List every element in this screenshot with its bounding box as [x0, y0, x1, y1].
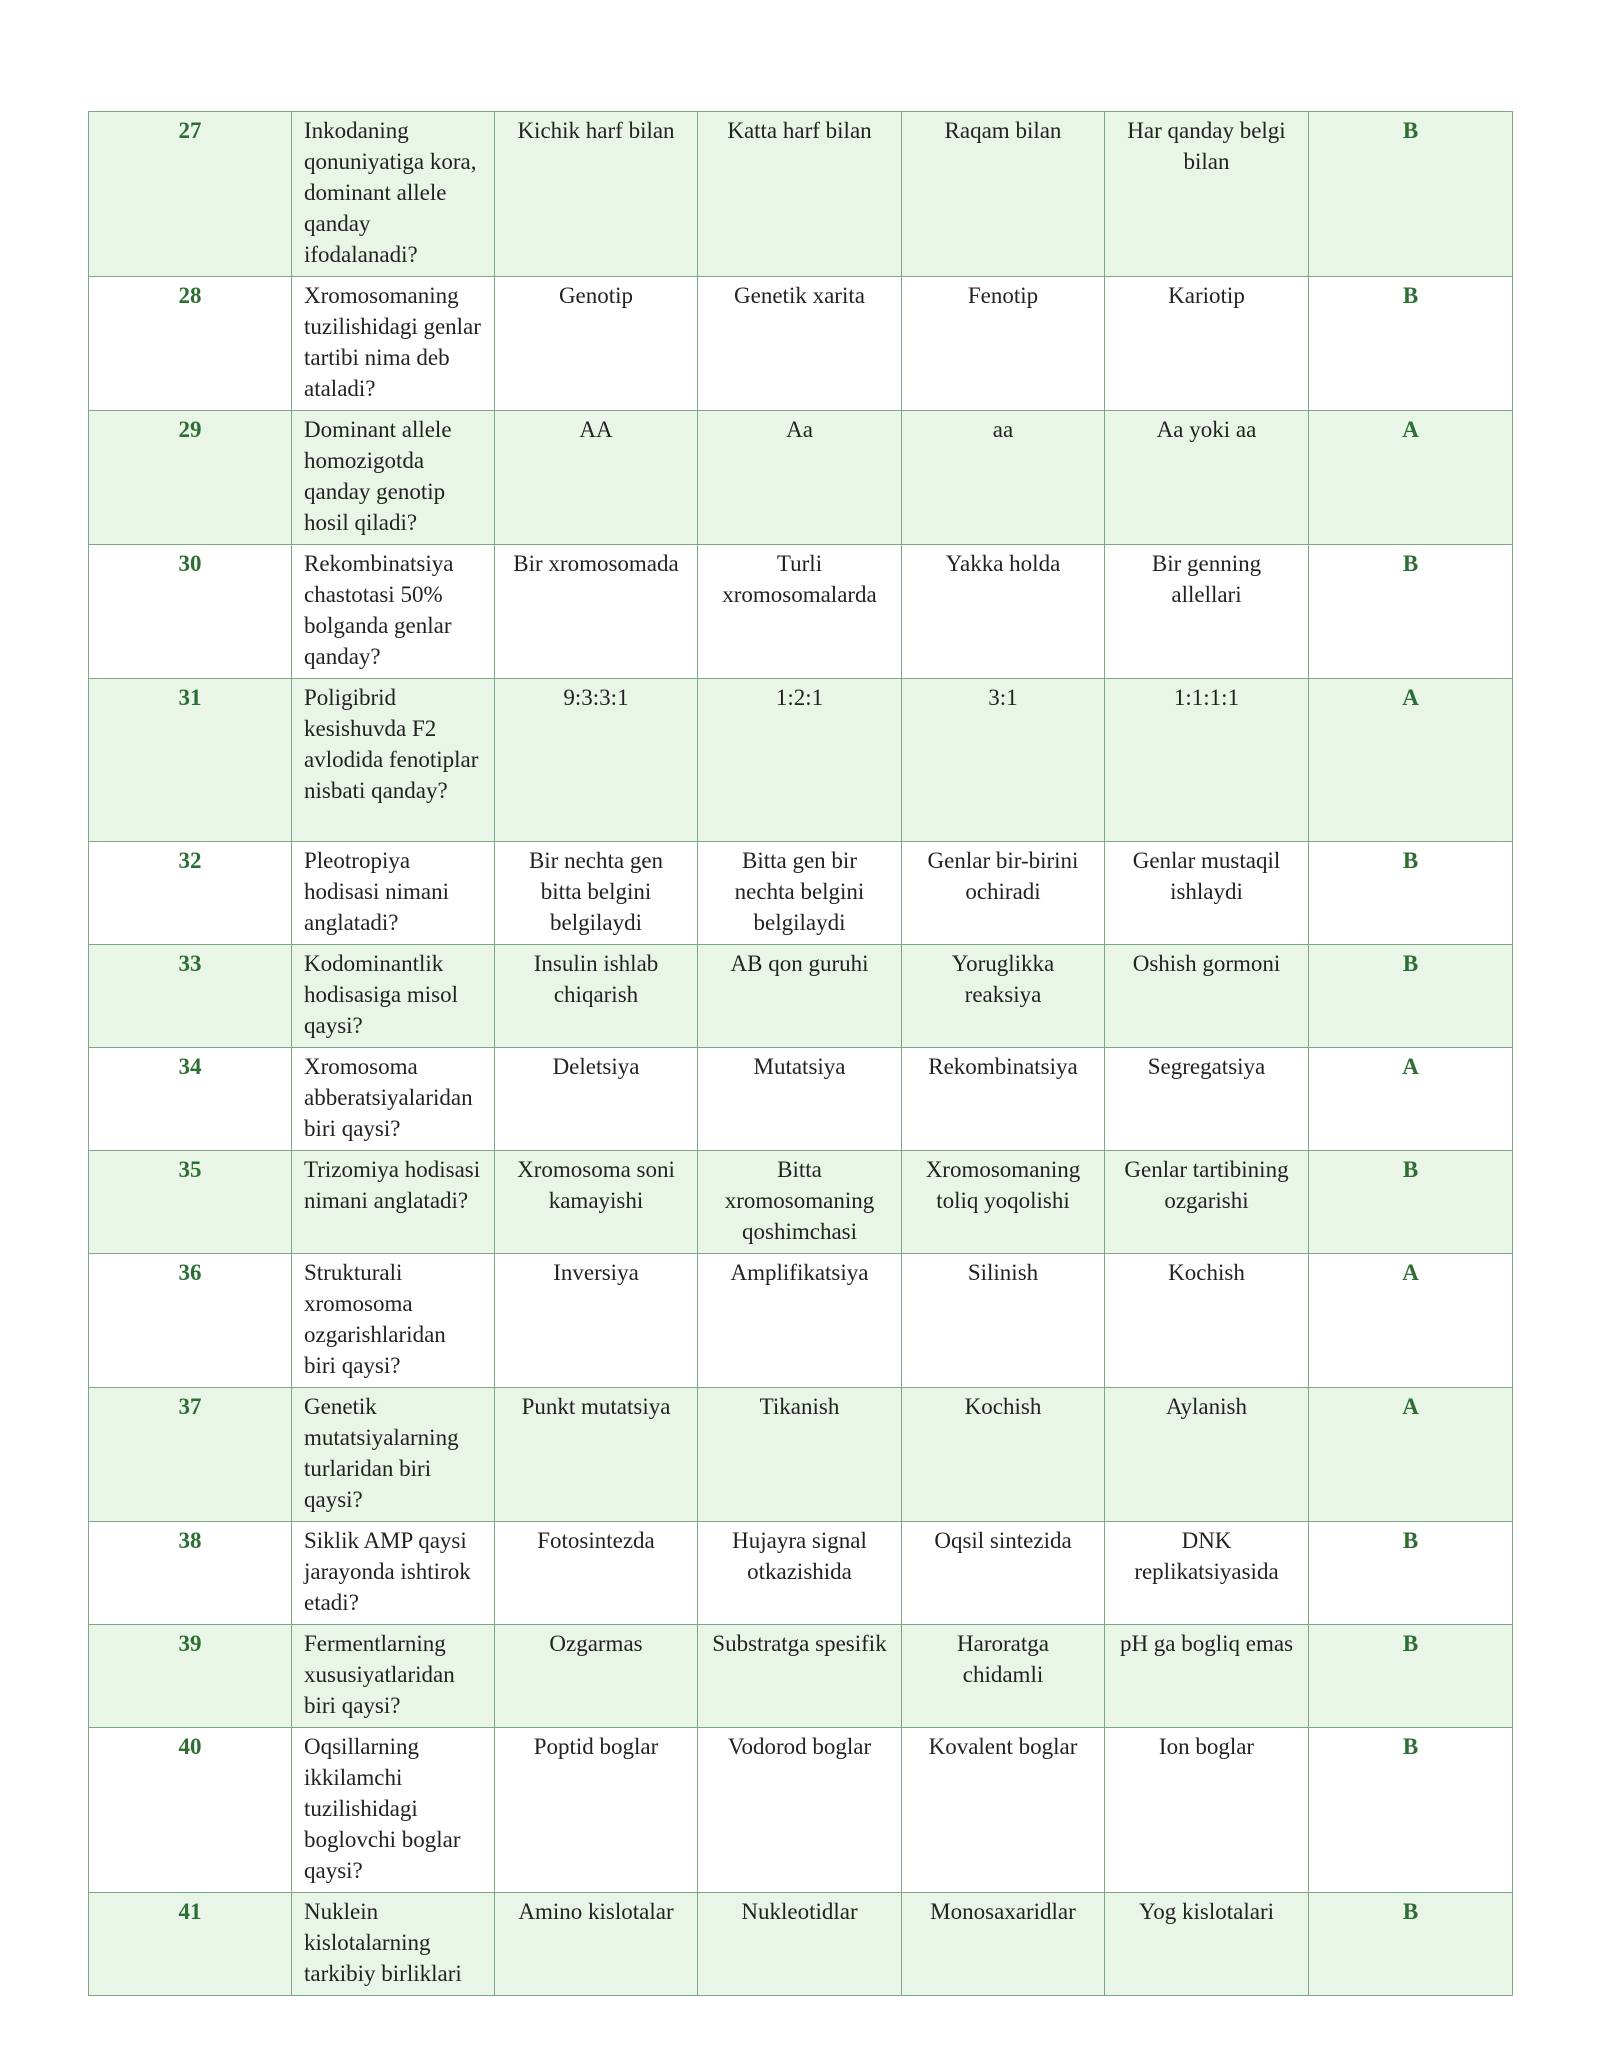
option-a: Xromosoma soni kamayishi	[495, 1151, 698, 1254]
table-row	[89, 945, 1513, 1048]
correct-answer: A	[1309, 1048, 1513, 1151]
option-d: pH ga bogliq emas	[1105, 1625, 1309, 1728]
table-row	[89, 1048, 1513, 1151]
option-d: Aylanish	[1105, 1388, 1309, 1522]
option-d: Genlar mustaqil ishlaydi	[1105, 842, 1309, 945]
option-a: Poptid boglar	[495, 1728, 698, 1893]
correct-answer: B	[1309, 1893, 1513, 1996]
question-number: 35	[89, 1151, 292, 1254]
option-c: Haroratga chidamli	[902, 1625, 1105, 1728]
option-a: AA	[495, 411, 698, 545]
option-c: Raqam bilan	[902, 112, 1105, 277]
option-c: 3:1	[902, 679, 1105, 842]
question-number: 38	[89, 1522, 292, 1625]
table-row	[89, 1625, 1513, 1728]
question-number: 28	[89, 277, 292, 411]
option-c: Yakka holda	[902, 545, 1105, 679]
question-text: Strukturali xromosoma ozgarishlaridan biri qaysi?	[292, 1254, 495, 1388]
question-text: Rekombinatsiya chastotasi 50% bolganda genlar qanday?	[292, 545, 495, 679]
question-number: 39	[89, 1625, 292, 1728]
table-row	[89, 1254, 1513, 1388]
option-a: Deletsiya	[495, 1048, 698, 1151]
option-b: Nukleotidlar	[698, 1893, 902, 1996]
option-d: Yog kislotalari	[1105, 1893, 1309, 1996]
option-c: Monosaxaridlar	[902, 1893, 1105, 1996]
correct-answer: B	[1309, 1522, 1513, 1625]
correct-answer: B	[1309, 1728, 1513, 1893]
option-b: Substratga spesifik	[698, 1625, 902, 1728]
correct-answer: B	[1309, 842, 1513, 945]
option-a: Ozgarmas	[495, 1625, 698, 1728]
option-d: Oshish gormoni	[1105, 945, 1309, 1048]
option-c: aa	[902, 411, 1105, 545]
option-a: Insulin ishlab chiqarish	[495, 945, 698, 1048]
question-text: Xromosoma abberatsiyalaridan biri qaysi?	[292, 1048, 495, 1151]
correct-answer: B	[1309, 1151, 1513, 1254]
option-d: Har qanday belgi bilan	[1105, 112, 1309, 277]
option-d: Aa yoki aa	[1105, 411, 1309, 545]
correct-answer: B	[1309, 945, 1513, 1048]
correct-answer: B	[1309, 277, 1513, 411]
correct-answer: B	[1309, 1625, 1513, 1728]
option-c: Rekombinatsiya	[902, 1048, 1105, 1151]
question-number: 29	[89, 411, 292, 545]
question-text: Pleotropiya hodisasi nimani anglatadi?	[292, 842, 495, 945]
option-c: Oqsil sintezida	[902, 1522, 1105, 1625]
question-number: 33	[89, 945, 292, 1048]
question-text: Trizomiya hodisasi nimani anglatadi?	[292, 1151, 495, 1254]
option-d: DNK replikatsiyasida	[1105, 1522, 1309, 1625]
table-row	[89, 411, 1513, 545]
option-b: Hujayra signal otkazishida	[698, 1522, 902, 1625]
option-b: Tikanish	[698, 1388, 902, 1522]
option-a: Fotosintezda	[495, 1522, 698, 1625]
option-d: Genlar tartibining ozgarishi	[1105, 1151, 1309, 1254]
table-row	[89, 1151, 1513, 1254]
question-number: 36	[89, 1254, 292, 1388]
table-row	[89, 1522, 1513, 1625]
option-c: Yoruglikka reaksiya	[902, 945, 1105, 1048]
option-b: Bitta gen bir nechta belgini belgilaydi	[698, 842, 902, 945]
option-b: Katta harf bilan	[698, 112, 902, 277]
option-b: Genetik xarita	[698, 277, 902, 411]
question-number: 30	[89, 545, 292, 679]
option-d: Ion boglar	[1105, 1728, 1309, 1893]
question-number: 27	[89, 112, 292, 277]
question-text: Siklik AMP qaysi jarayonda ishtirok etadi?	[292, 1522, 495, 1625]
option-c: Kovalent boglar	[902, 1728, 1105, 1893]
table-row	[89, 1728, 1513, 1893]
option-d: Kochish	[1105, 1254, 1309, 1388]
question-text: Inkodaning qonuniyatiga kora, dominant allele qanday ifodalanadi?	[292, 112, 495, 277]
table-row	[89, 679, 1513, 842]
table-row	[89, 545, 1513, 679]
question-text: Nuklein kislotalarning tarkibiy birliklari	[292, 1893, 495, 1996]
question-text: Kodominantlik hodisasiga misol qaysi?	[292, 945, 495, 1048]
question-number: 41	[89, 1893, 292, 1996]
option-d: Bir genning allellari	[1105, 545, 1309, 679]
option-b: Amplifikatsiya	[698, 1254, 902, 1388]
option-a: Bir xromosomada	[495, 545, 698, 679]
option-c: Xromosomaning toliq yoqolishi	[902, 1151, 1105, 1254]
option-a: Genotip	[495, 277, 698, 411]
question-number: 37	[89, 1388, 292, 1522]
option-a: Amino kislotalar	[495, 1893, 698, 1996]
option-b: Aa	[698, 411, 902, 545]
option-b: 1:2:1	[698, 679, 902, 842]
option-a: 9:3:3:1	[495, 679, 698, 842]
option-a: Kichik harf bilan	[495, 112, 698, 277]
correct-answer: A	[1309, 411, 1513, 545]
question-number: 32	[89, 842, 292, 945]
table-row	[89, 1893, 1513, 1996]
option-c: Fenotip	[902, 277, 1105, 411]
option-a: Inversiya	[495, 1254, 698, 1388]
question-text: Xromosomaning tuzilishidagi genlar tartibi nima deb ataladi?	[292, 277, 495, 411]
option-c: Kochish	[902, 1388, 1105, 1522]
quiz-table-body	[89, 112, 1513, 1996]
correct-answer: A	[1309, 1388, 1513, 1522]
option-a: Bir nechta gen bitta belgini belgilaydi	[495, 842, 698, 945]
table-row	[89, 1388, 1513, 1522]
option-d: Segregatsiya	[1105, 1048, 1309, 1151]
option-c: Silinish	[902, 1254, 1105, 1388]
option-a: Punkt mutatsiya	[495, 1388, 698, 1522]
question-text: Fermentlarning xususiyatlaridan biri qaysi?	[292, 1625, 495, 1728]
table-row	[89, 112, 1513, 277]
correct-answer: B	[1309, 545, 1513, 679]
option-b: Vodorod boglar	[698, 1728, 902, 1893]
question-text: Oqsillarning ikkilamchi tuzilishidagi boglovchi boglar qaysi?	[292, 1728, 495, 1893]
option-b: Mutatsiya	[698, 1048, 902, 1151]
quiz-table	[88, 111, 1513, 1996]
question-text: Dominant allele homozigotda qanday genotip hosil qiladi?	[292, 411, 495, 545]
option-b: Turli xromosomalarda	[698, 545, 902, 679]
question-text: Poligibrid kesishuvda F2 avlodida fenotiplar nisbati qanday?	[292, 679, 495, 842]
question-number: 34	[89, 1048, 292, 1151]
question-number: 40	[89, 1728, 292, 1893]
option-b: Bitta xromosomaning qoshimchasi	[698, 1151, 902, 1254]
correct-answer: B	[1309, 112, 1513, 277]
option-b: AB qon guruhi	[698, 945, 902, 1048]
table-row	[89, 842, 1513, 945]
correct-answer: A	[1309, 679, 1513, 842]
option-d: Kariotip	[1105, 277, 1309, 411]
option-c: Genlar bir-birini ochiradi	[902, 842, 1105, 945]
question-number: 31	[89, 679, 292, 842]
question-text: Genetik mutatsiyalarning turlaridan biri qaysi?	[292, 1388, 495, 1522]
correct-answer: A	[1309, 1254, 1513, 1388]
option-d: 1:1:1:1	[1105, 679, 1309, 842]
table-row	[89, 277, 1513, 411]
